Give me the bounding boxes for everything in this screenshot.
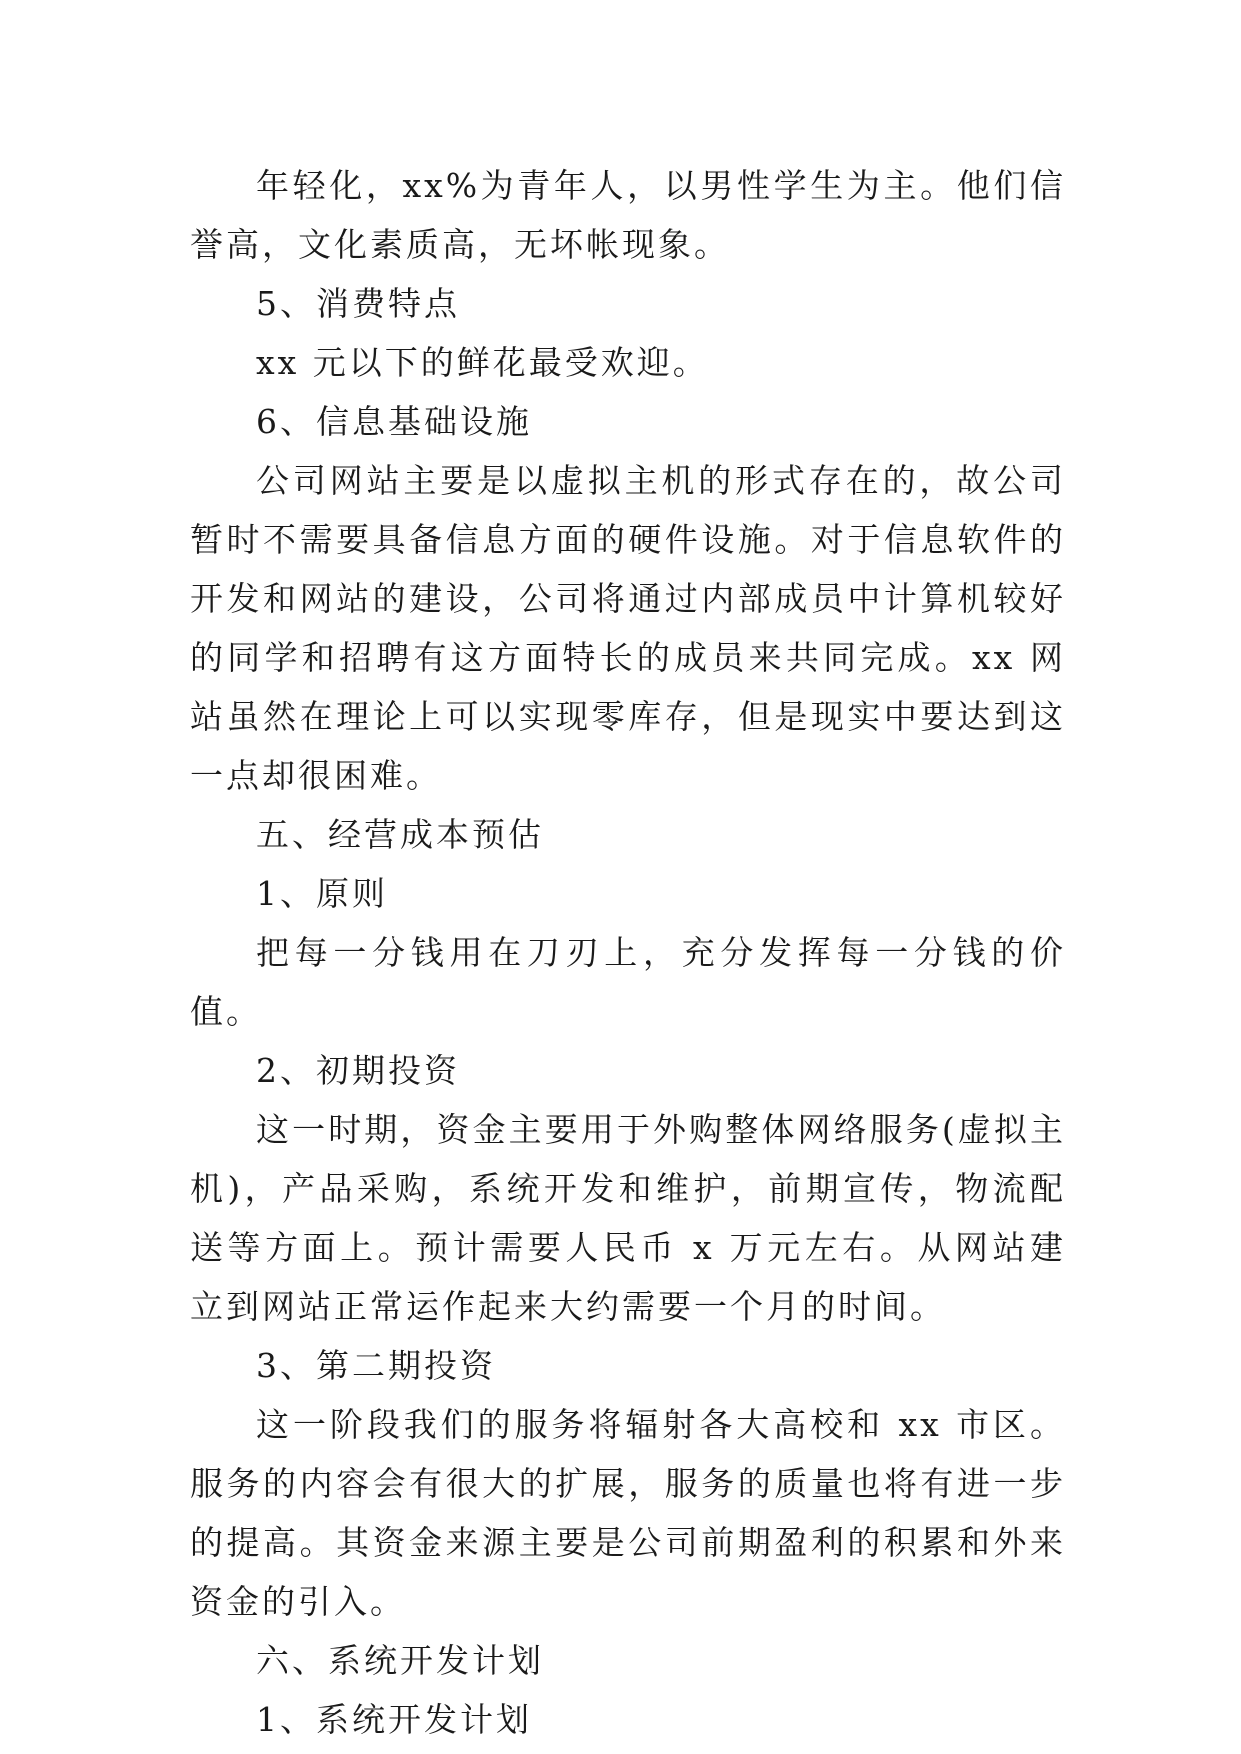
paragraph-second-investment: 这一阶段我们的服务将辐射各大高校和 xx 市区。服务的内容会有很大的扩展，服务的质量也将有进一步的提高。其资金来源主要是公司前期盈利的积累和外来资金的引入。: [190, 1405, 1066, 1621]
paragraph-principle: 把每一分钱用在刀刃上，充分发挥每一分钱的价值。: [190, 933, 1066, 1031]
paragraph-initial-investment: 这一时期，资金主要用于外购整体网络服务(虚拟主机)，产品采购，系统开发和维护，前期宣传，物流配送等方面上。预计需要人民币 x 万元左右。从网站建立到网站正常运作起来大约需要一个月的时间。: [190, 1110, 1066, 1326]
heading-system-development: 六、系统开发计划: [256, 1641, 544, 1680]
document-body: [190, 156, 1066, 1749]
heading-second-investment: 3、第二期投资: [256, 1346, 496, 1385]
paragraph-user-profile: 年轻化，xx%为青年人，以男性学生为主。他们信誉高，文化素质高，无坏帐现象。: [190, 166, 1066, 264]
paragraph-info-infrastructure: 公司网站主要是以虚拟主机的形式存在的，故公司暂时不需要具备信息方面的硬件设施。对于信息软件的开发和网站的建设，公司将通过内部成员中计算机较好的同学和招聘有这方面特长的成员来共同完成。xx 网站虽然在理论上可以实现零库存，但是现实中要达到这一点却很困难。: [190, 461, 1066, 795]
heading-consumption-features: 5、消费特点: [256, 284, 460, 323]
heading-cost-estimate: 五、经营成本预估: [256, 815, 544, 854]
heading-info-infrastructure: 6、信息基础设施: [256, 402, 532, 441]
heading-principle: 1、原则: [256, 874, 388, 913]
heading-initial-investment: 2、初期投资: [256, 1051, 460, 1090]
heading-system-development-plan: 1、系统开发计划: [256, 1700, 532, 1739]
paragraph-consumption-features: xx 元以下的鲜花最受欢迎。: [256, 343, 709, 382]
